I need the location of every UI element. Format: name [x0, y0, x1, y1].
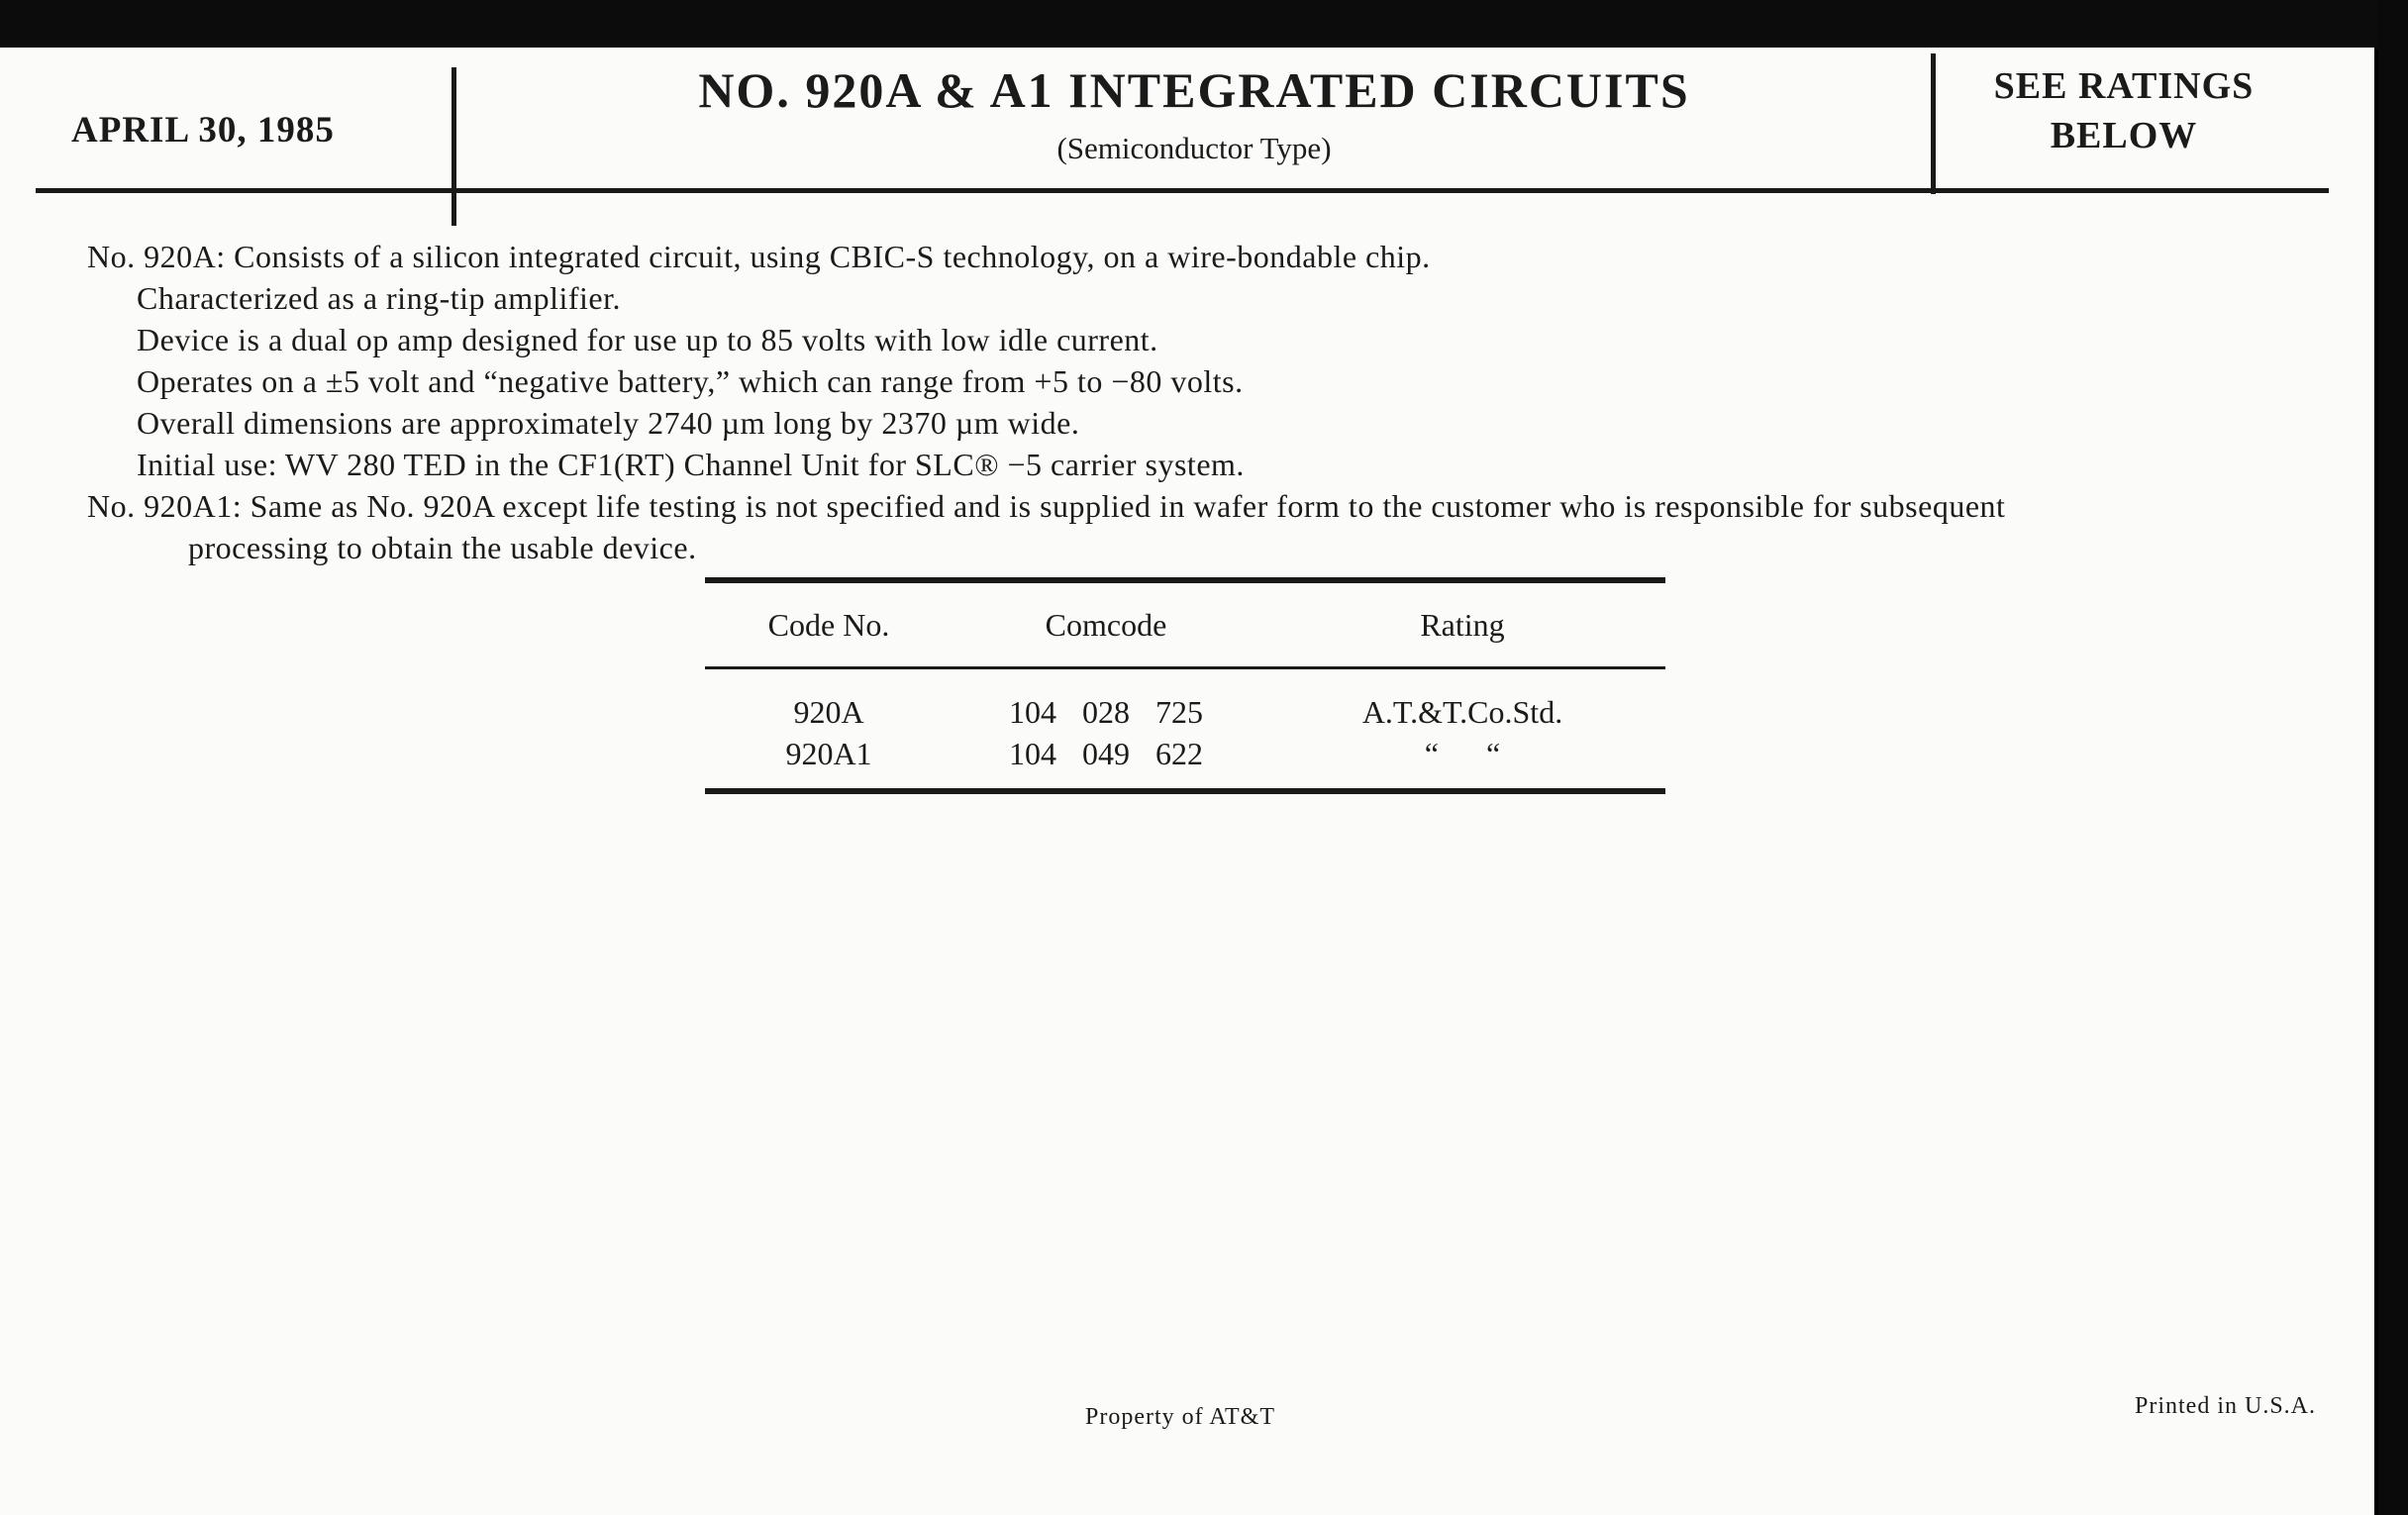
title-block [457, 61, 1931, 166]
header-divider-left [452, 67, 456, 226]
document-subtitle: (Semiconductor Type) [1056, 131, 1332, 165]
cell-code: 920A [793, 693, 864, 730]
description-line: Initial use: WV 280 TED in the CF1(RT) Channel Unit for SLC® −5 carrier system. [137, 447, 1245, 482]
description-line: Characterized as a ring-tip amplifier. [137, 280, 622, 316]
comcode-part: 622 [1155, 735, 1203, 771]
document-title: NO. 920A & A1 INTEGRATED CIRCUITS [698, 62, 1690, 118]
cell-rating: A.T.&T.Co.Std. [1361, 693, 1563, 730]
comcode-part: 049 [1082, 735, 1130, 771]
description-line: Device is a dual op amp designed for use up to 85 volts with low idle current. [137, 322, 1158, 357]
header-rule [36, 188, 2329, 193]
comcode-part: 104 [1009, 693, 1056, 730]
footer-property-note: Property of AT&T [1085, 1404, 1275, 1430]
comcode-part: 028 [1082, 693, 1130, 730]
see-ratings-line-2: BELOW [2050, 115, 2198, 156]
table-row [705, 733, 1665, 774]
comcode-part: 725 [1155, 693, 1203, 730]
column-header-comcode: Comcode [1045, 606, 1167, 643]
see-ratings-line-1: SEE RATINGS [1993, 65, 2255, 107]
scan-right-border [2378, 0, 2408, 1515]
document-card [0, 48, 2374, 1515]
see-ratings-note [1941, 61, 2307, 160]
cell-rating: “ “ [1424, 735, 1501, 771]
comcode-part: 104 [1009, 735, 1056, 771]
table-body [705, 669, 1665, 788]
document-date: APRIL 30, 1985 [71, 110, 335, 151]
table-bottom-rule [705, 788, 1665, 794]
description-920a: No. 920A: Consists of a silicon integrated circuit, using CBIC-S technology, on a wire-bondable chip. [87, 239, 1431, 274]
column-header-code: Code No. [767, 606, 890, 643]
scan-top-border [0, 0, 2408, 50]
description-body [87, 236, 2315, 568]
cell-code: 920A1 [785, 735, 872, 771]
ratings-table [705, 577, 1665, 794]
description-920a1: No. 920A1: Same as No. 920A except life testing is not specified and is supplied in wafer form to the customer who is responsible for subsequent [87, 488, 2006, 524]
description-line: Operates on a ±5 volt and “negative battery,” which can range from +5 to −80 volts. [137, 363, 1244, 399]
cell-comcode [953, 694, 1259, 731]
header-divider-right [1931, 53, 1936, 194]
description-line: Overall dimensions are approximately 2740 µm long by 2370 µm wide. [137, 405, 1080, 441]
description-920a1-continued: processing to obtain the usable device. [188, 530, 697, 565]
cell-comcode [953, 736, 1259, 772]
table-row [705, 691, 1665, 733]
table-header-row [705, 583, 1665, 666]
column-header-rating: Rating [1420, 606, 1505, 643]
footer-printed-note: Printed in U.S.A. [2135, 1393, 2317, 1419]
